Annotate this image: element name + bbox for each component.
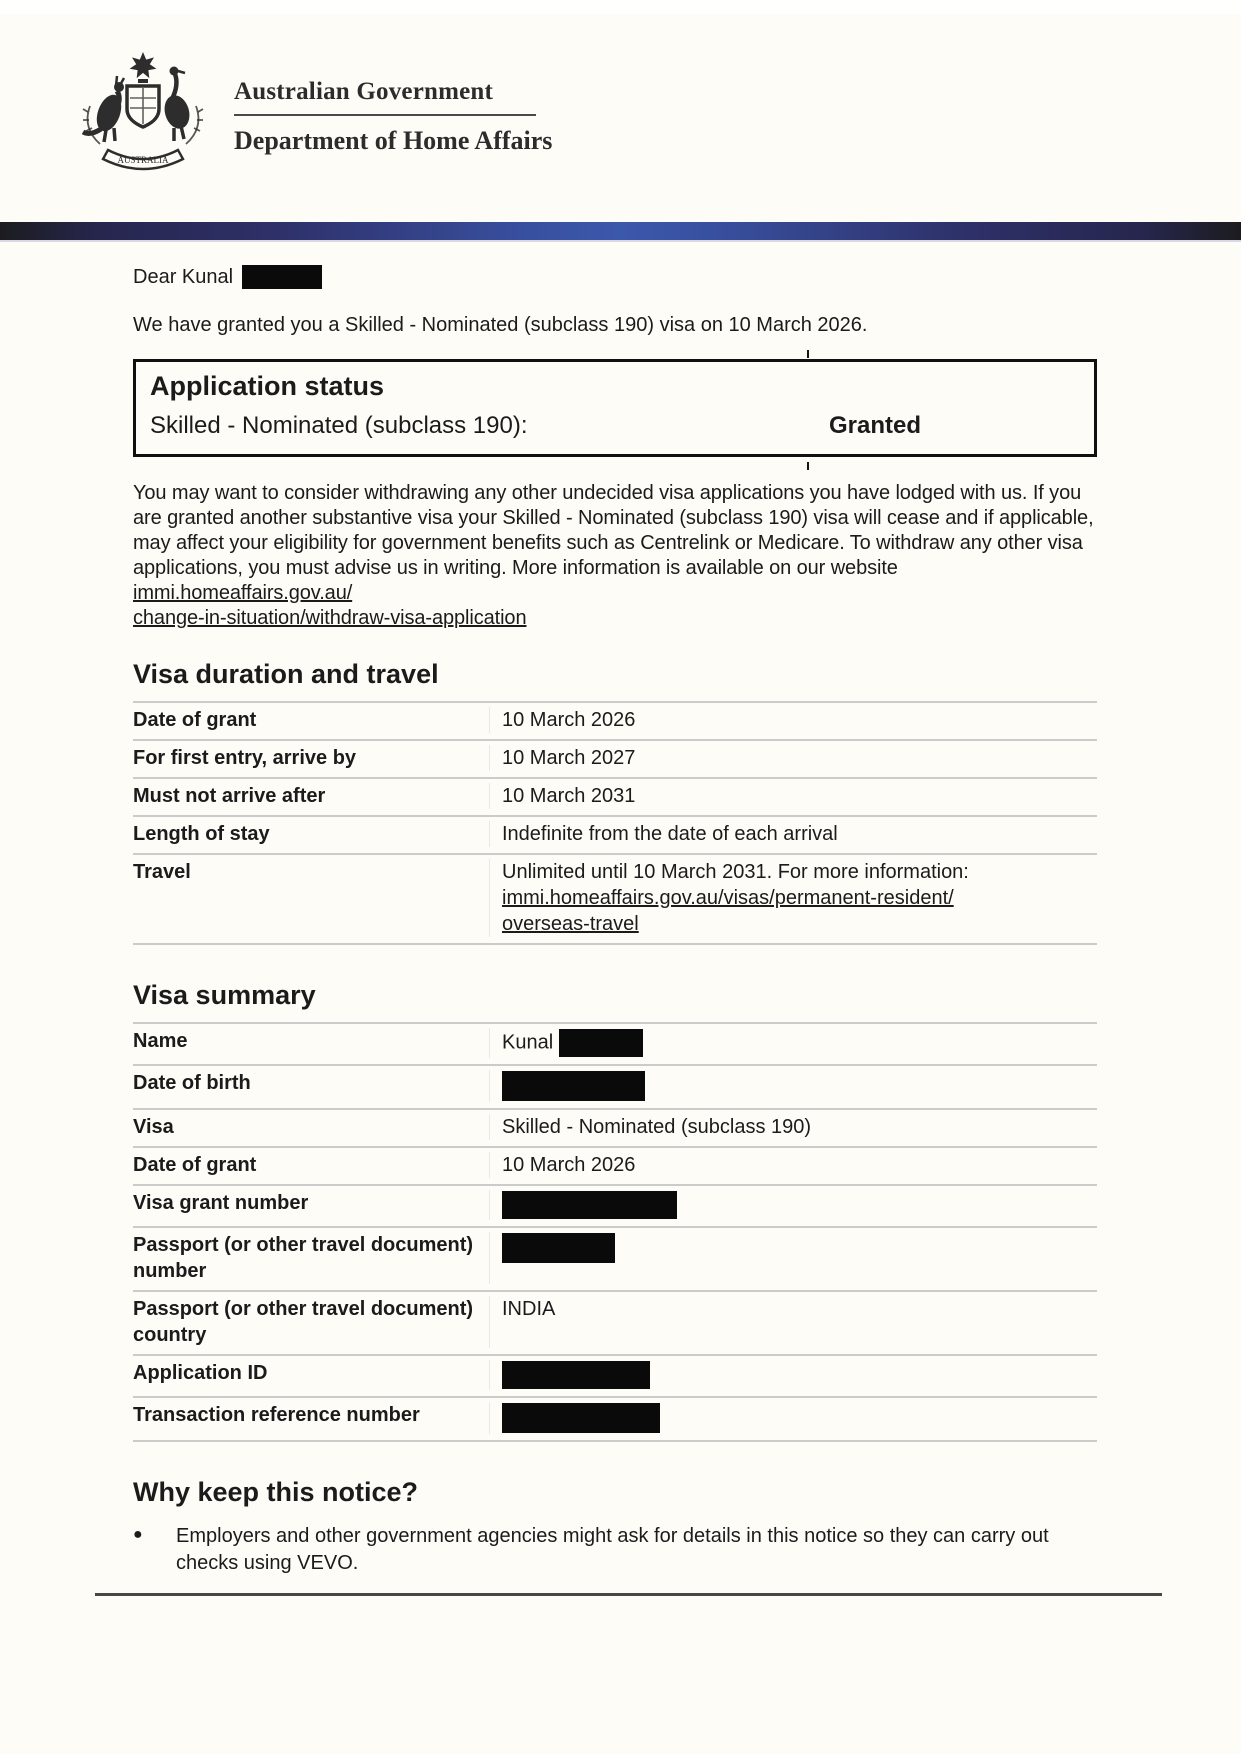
visa-duration-table bbox=[133, 701, 1097, 945]
row-label: For first entry, arrive by bbox=[133, 745, 490, 771]
withdraw-advice-text: You may want to consider withdrawing any other undecided visa applications you have lodged with us. If you are granted another substantive visa your Skilled - Nominated (subclass 190) visa will cease and if applicable, may affect your eligibility for government benefits such as Centrelink or Medicare. To withdraw any other visa applications, you must advise us in writing. More information is available on our website bbox=[133, 482, 1094, 579]
status-granted-value: Granted bbox=[829, 412, 922, 439]
withdraw-visa-application-link[interactable] bbox=[133, 582, 526, 629]
visa-summary-table bbox=[133, 1022, 1097, 1442]
row-value: Skilled - Nominated (subclass 190) bbox=[502, 1116, 812, 1138]
overseas-travel-link-line1: immi.homeaffairs.gov.au/visas/permanent-resident/ bbox=[502, 887, 954, 909]
redacted-transaction-reference-number bbox=[502, 1403, 660, 1433]
table-row bbox=[133, 855, 1097, 945]
table-row bbox=[133, 1356, 1097, 1398]
table-row bbox=[133, 1110, 1097, 1148]
government-title: Australian Government bbox=[234, 78, 494, 105]
application-status-box bbox=[133, 359, 1097, 457]
row-label: Name bbox=[133, 1028, 490, 1058]
table-row bbox=[133, 779, 1097, 817]
withdraw-advice-paragraph bbox=[133, 481, 1097, 631]
page-footer-rule bbox=[95, 1593, 1162, 1596]
australian-coat-of-arms-icon bbox=[68, 50, 218, 174]
row-label: Transaction reference number bbox=[133, 1402, 490, 1434]
redacted-application-id bbox=[502, 1361, 650, 1389]
table-row bbox=[133, 1024, 1097, 1066]
row-value: INDIA bbox=[502, 1298, 556, 1320]
row-label: Date of grant bbox=[133, 707, 490, 733]
visa-summary-heading: Visa summary bbox=[133, 980, 316, 1010]
row-label: Travel bbox=[133, 859, 490, 937]
row-value bbox=[490, 1232, 1097, 1284]
row-value: 10 March 2026 bbox=[502, 709, 636, 731]
row-label: Passport (or other travel document) country bbox=[133, 1296, 490, 1348]
status-box-column-tick-top bbox=[807, 350, 809, 358]
grant-intro-text: We have granted you a Skilled - Nominated (subclass 190) visa on 10 March 2026. bbox=[133, 314, 868, 336]
travel-value-text: Unlimited until 10 March 2031. For more information: bbox=[502, 861, 969, 883]
row-value bbox=[490, 1028, 1097, 1058]
table-row bbox=[133, 703, 1097, 741]
department-letterhead bbox=[68, 50, 552, 174]
row-value: 10 March 2027 bbox=[502, 747, 636, 769]
table-row bbox=[133, 1398, 1097, 1442]
list-item bbox=[133, 1523, 1097, 1577]
coat-of-arms-banner-text: AUSTRALIA bbox=[117, 155, 169, 165]
table-row bbox=[133, 817, 1097, 855]
row-value bbox=[490, 1190, 1097, 1220]
row-value: 10 March 2031 bbox=[502, 785, 636, 807]
row-value: Indefinite from the date of each arrival bbox=[502, 823, 838, 845]
name-first: Kunal bbox=[502, 1031, 554, 1054]
row-label: Visa bbox=[133, 1114, 490, 1140]
row-label: Must not arrive after bbox=[133, 783, 490, 809]
visa-duration-heading: Visa duration and travel bbox=[133, 659, 439, 689]
row-label: Passport (or other travel document) number bbox=[133, 1232, 490, 1284]
table-row bbox=[133, 1148, 1097, 1186]
status-box-column-tick-bottom bbox=[807, 462, 809, 470]
row-label: Length of stay bbox=[133, 821, 490, 847]
overseas-travel-link-line2: overseas-travel bbox=[502, 913, 639, 935]
row-value bbox=[490, 859, 1097, 937]
redacted-passport-number bbox=[502, 1233, 615, 1263]
visa-subclass-label: Skilled - Nominated (subclass 190): bbox=[150, 412, 528, 439]
row-value bbox=[490, 1402, 1097, 1434]
withdraw-link-line1: immi.homeaffairs.gov.au/ bbox=[133, 582, 353, 604]
row-value: 10 March 2026 bbox=[502, 1154, 636, 1176]
greeting-text: Dear Kunal bbox=[133, 266, 234, 288]
bullet-text: Employers and other government agencies might ask for details in this notice so they can carry out checks using VEVO. bbox=[176, 1525, 1049, 1574]
row-label: Date of grant bbox=[133, 1152, 490, 1178]
redacted-surname bbox=[242, 265, 322, 289]
row-value bbox=[490, 1360, 1097, 1390]
why-keep-heading: Why keep this notice? bbox=[133, 1477, 419, 1507]
overseas-travel-link[interactable] bbox=[502, 887, 954, 935]
redacted-surname bbox=[559, 1029, 643, 1057]
letter-body bbox=[133, 265, 1097, 1577]
table-row bbox=[133, 741, 1097, 779]
row-label: Visa grant number bbox=[133, 1190, 490, 1220]
application-status-row bbox=[150, 411, 1080, 441]
letterhead-divider bbox=[234, 114, 536, 116]
redacted-date-of-birth bbox=[502, 1071, 645, 1101]
greeting-line bbox=[133, 265, 1097, 290]
department-title: Department of Home Affairs bbox=[234, 126, 553, 155]
row-label: Date of birth bbox=[133, 1070, 490, 1102]
redacted-visa-grant-number bbox=[502, 1191, 677, 1219]
withdraw-link-line2: change-in-situation/withdraw-visa-application bbox=[133, 607, 527, 629]
page-top-strip bbox=[0, 0, 1241, 14]
bullet-icon: ● bbox=[133, 1526, 143, 1543]
table-row bbox=[133, 1228, 1097, 1292]
table-row bbox=[133, 1066, 1097, 1110]
table-row bbox=[133, 1186, 1097, 1228]
header-brand-bar bbox=[0, 222, 1241, 242]
row-label: Application ID bbox=[133, 1360, 490, 1390]
application-status-heading: Application status bbox=[150, 371, 385, 401]
table-row bbox=[133, 1292, 1097, 1356]
row-value bbox=[490, 1070, 1097, 1102]
